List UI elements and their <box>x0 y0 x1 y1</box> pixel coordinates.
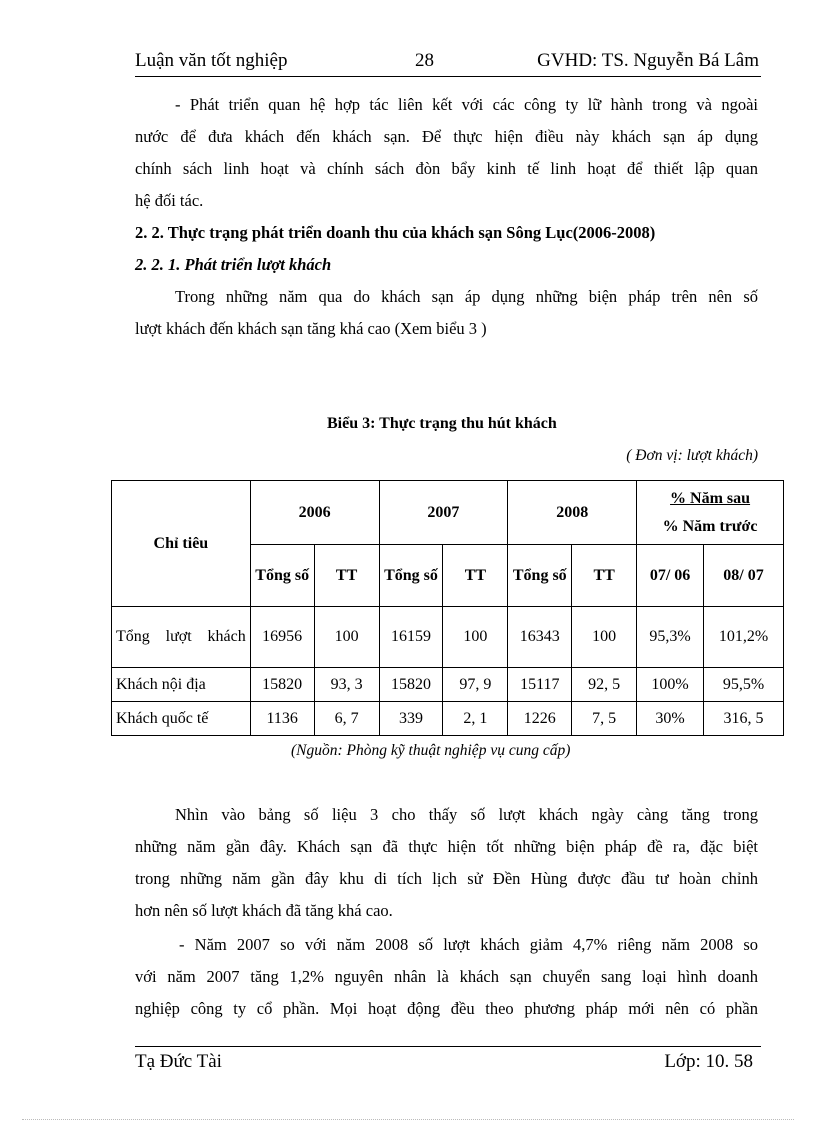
text-line: những năm gần đây. Khách sạn đã thực hiện tốt những biện pháp đề ra, đặc biệt <box>135 837 758 856</box>
paragraph-analysis <box>135 799 758 927</box>
header-year-2007: 2007 <box>379 481 508 545</box>
section-heading: 2. 2. Thực trạng phát triển doanh thu của khách sạn Sông Lục(2006-2008) <box>135 223 656 242</box>
header-ratio <box>637 481 784 545</box>
table-cell: 97, 9 <box>443 668 508 702</box>
header-tt-2007: TT <box>443 545 508 607</box>
guest-statistics-table <box>111 480 784 736</box>
table-row <box>112 668 784 702</box>
header-ratio-08-07: 08/ 07 <box>704 545 784 607</box>
table-cell: 101,2% <box>704 607 784 668</box>
table-cell: 15820 <box>379 668 443 702</box>
table-cell: 100 <box>443 607 508 668</box>
header-total-2006: Tổng số <box>250 545 314 607</box>
text-line: nghiệp công ty cổ phần. Mọi hoạt động đều theo phương pháp mới nên có phần <box>135 999 758 1018</box>
table-cell: 1226 <box>508 702 572 736</box>
footer-author: Tạ Đức Tài <box>135 1051 222 1072</box>
paragraph-partnership <box>135 89 758 217</box>
table-cell: 100% <box>637 668 704 702</box>
text-line: hơn nên số lượt khách đã tăng khá cao. <box>135 901 393 920</box>
table-cell: 100 <box>314 607 379 668</box>
table-cell: 6, 7 <box>314 702 379 736</box>
header-total-2007: Tổng số <box>379 545 443 607</box>
paragraph-yearly-change <box>135 929 758 1025</box>
ratio-header-denominator: % Năm trước <box>662 517 758 535</box>
table-cell: 7, 5 <box>572 702 637 736</box>
table-row <box>112 702 784 736</box>
table-cell: 16956 <box>250 607 314 668</box>
header-ratio-07-06: 07/ 06 <box>637 545 704 607</box>
header-total-2008: Tổng số <box>508 545 572 607</box>
table-cell: 16159 <box>379 607 443 668</box>
text-line: chính sách linh hoạt và chính sách đòn bẩy kinh tế linh hoạt để thiết lập quan <box>135 159 758 178</box>
table-cell: 30% <box>637 702 704 736</box>
row-label: Khách nội địa <box>112 668 251 702</box>
table-cell: 15117 <box>508 668 572 702</box>
table-cell: 92, 5 <box>572 668 637 702</box>
table-cell: 15820 <box>250 668 314 702</box>
row-label: Tổng lượt khách <box>112 607 251 668</box>
header-year-2008: 2008 <box>508 481 637 545</box>
table-cell: 16343 <box>508 607 572 668</box>
row-label: Khách quốc tế <box>112 702 251 736</box>
header-thesis-label: Luận văn tốt nghiệp <box>135 50 288 71</box>
text-line: Nhìn vào bảng số liệu 3 cho thấy số lượt khách ngày càng tăng trong <box>175 805 758 824</box>
ratio-header-numerator: % Năm sau <box>670 489 751 507</box>
paragraph-intro-table <box>135 281 758 345</box>
table-cell: 95,5% <box>704 668 784 702</box>
header-indicator: Chỉ tiêu <box>112 481 251 607</box>
text-line: với năm 2007 tăng 1,2% nguyên nhân là khách sạn chuyển sang loại hình doanh <box>135 967 758 986</box>
text-line: - Năm 2007 so với năm 2008 số lượt khách giảm 4,7% riêng năm 2008 so <box>179 935 758 954</box>
table-unit: ( Đơn vị: lượt khách) <box>626 447 758 464</box>
page-footer <box>135 1046 761 1072</box>
table-cell: 1136 <box>250 702 314 736</box>
table-cell: 2, 1 <box>443 702 508 736</box>
table-cell: 316, 5 <box>704 702 784 736</box>
footer-class: Lớp: 10. 58 <box>664 1051 753 1072</box>
text-line: lượt khách đến khách sạn tăng khá cao (Xem biểu 3 ) <box>135 319 487 338</box>
text-line: trong những năm gần đây khu di tích lịch sử Đền Hùng được đầu tư hoàn chỉnh <box>135 869 758 888</box>
table-source: (Nguồn: Phòng kỹ thuật nghiệp vụ cung cấp) <box>291 742 571 759</box>
table-row <box>112 607 784 668</box>
table-caption: Biểu 3: Thực trạng thu hút khách <box>327 415 557 432</box>
table-cell: 339 <box>379 702 443 736</box>
page-edge-divider <box>22 1119 794 1120</box>
text-line: nước để đưa khách đến khách sạn. Để thực hiện điều này khách sạn áp dụng <box>135 127 758 146</box>
table-cell: 95,3% <box>637 607 704 668</box>
text-line: Trong những năm qua do khách sạn áp dụng những biện pháp trên nên số <box>175 287 758 306</box>
text-line: - Phát triển quan hệ hợp tác liên kết với các công ty lữ hành trong và ngoài <box>175 95 758 114</box>
header-year-2006: 2006 <box>250 481 379 545</box>
text-line: hệ đối tác. <box>135 191 204 210</box>
table-cell: 100 <box>572 607 637 668</box>
header-advisor: GVHD: TS. Nguyễn Bá Lâm <box>537 50 759 71</box>
header-tt-2006: TT <box>314 545 379 607</box>
header-tt-2008: TT <box>572 545 637 607</box>
subsection-heading: 2. 2. 1. Phát triển lượt khách <box>135 255 332 274</box>
table-cell: 93, 3 <box>314 668 379 702</box>
header-page-number: 28 <box>415 50 434 71</box>
page-header <box>135 46 761 77</box>
